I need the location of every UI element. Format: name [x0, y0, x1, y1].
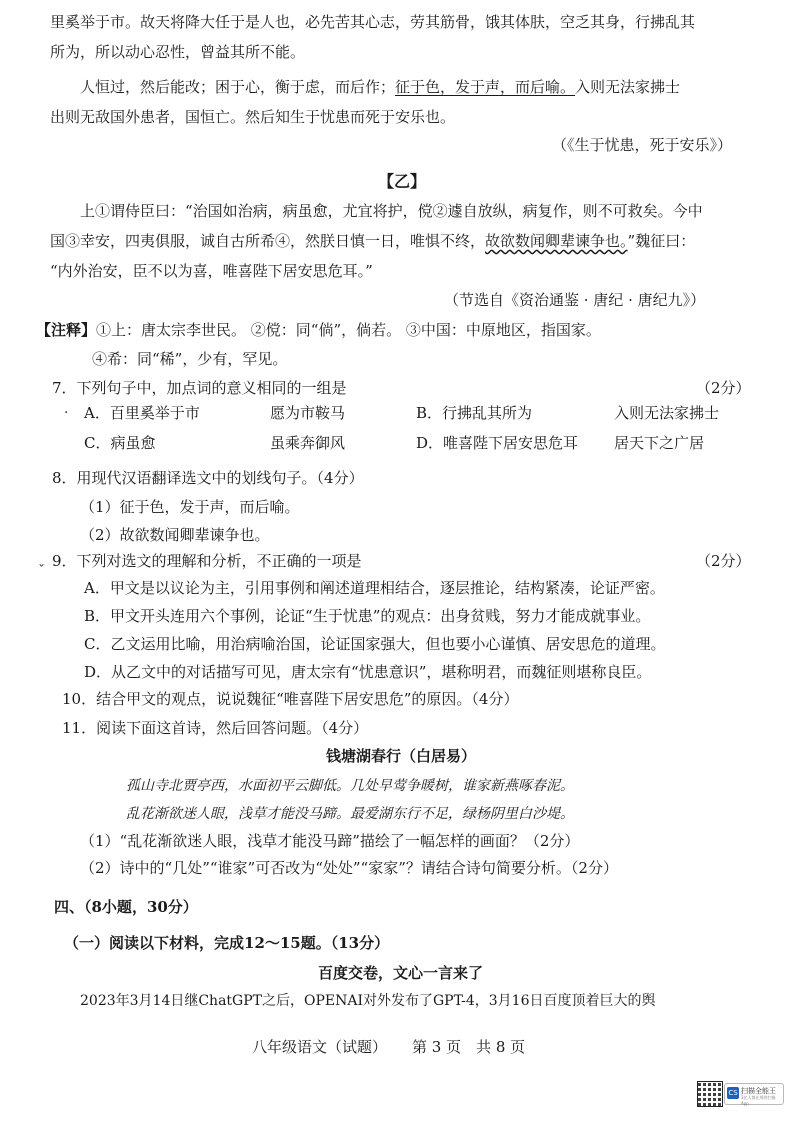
q7-score: （2分）: [696, 379, 751, 397]
q7-option-a2: 愿为市鞍马: [270, 404, 346, 422]
yi-line-3: “内外治安，臣不以为喜，唯喜陛下居安思危耳。”: [50, 262, 373, 280]
jia-line-4: 出则无敌国外患者，国恒亡。然后知生于忧患而死于安乐也。: [50, 108, 456, 126]
section-4-subheading: （一）阅读以下材料，完成12～15题。（13分）: [64, 934, 390, 952]
q9-option-c: C．乙文运用比喻，用治病喻治国，论证国家强大，但也要小心谨慎、居安思危的道理。: [84, 635, 666, 653]
jia-line-1: 里奚举于市。故天将降大任于是人也，必先苦其心志，劳其筋骨，饿其体肤，空乏其身，行拂乱其: [50, 13, 696, 31]
q9-option-a: A．甲文是以议论为主，引用事例和阐述道理相结合，逐层推论，结构紧凑，论证严密。: [84, 579, 665, 597]
q8-sentence-2: （2）故欲数闻卿辈谏争也。: [80, 526, 270, 544]
jia-underlined-sentence: 征于色，发于声，而后喻。: [395, 78, 576, 96]
jia-line-3: [80, 77, 680, 97]
scan-mark: ˯: [38, 551, 45, 567]
poem-line-2: 乱花渐欲迷人眼，浅草才能没马蹄。最爱湖东行不足，绿杨阴里白沙堤。: [126, 806, 574, 822]
q7-option-b1: B．行拂乱其所为: [416, 404, 533, 422]
q9-option-b: B．甲文开头连用六个事例，论证“生于忧患”的观点：出身贫贱，努力才能成就事业。: [84, 607, 651, 625]
footer-page-number: 第 3 页 共 8 页: [412, 1038, 526, 1056]
q7-option-a1: A．百里奚举于市: [84, 404, 200, 422]
section-4-heading: 四、（8小题，30分）: [54, 898, 198, 916]
q9-stem: 9．下列对选文的理解和分析，不正确的一项是: [52, 552, 362, 570]
q7-stem: 7．下列句子中，加点词的意义相同的一组是: [52, 379, 347, 397]
q8-stem: 8．用现代汉语翻译选文中的划线句子。（4分）: [52, 469, 364, 487]
jia-source: （《生于忧患，死于安乐》）: [552, 136, 733, 154]
q7-option-d1: D．唯喜陛下居安思危耳: [416, 434, 579, 452]
q7-option-b2: 入则无法家拂士: [614, 404, 720, 422]
jia-line-2: 所为，所以动心忍性，曾益其所不能。: [50, 43, 306, 61]
q7-option-d2: 居天下之广居: [614, 434, 705, 452]
q7-option-c2: 虽乘奔御风: [270, 434, 346, 452]
jia-line-3-a: 人恒过，然后能改；困于心，衡于虑，而后作；: [80, 78, 396, 96]
q9-option-d: D．从乙文中的对话描写可见，唐太宗有“忧患意识”，堪称明君，而魏征则堪称良臣。: [84, 663, 652, 681]
article-line-1: 2023年3月14日继ChatGPT之后，OPENAI对外发布了GPT-4，3月16日百度顶着巨大的舆: [80, 993, 656, 1009]
jia-line-3-b: 入则无法家拂士: [575, 78, 681, 96]
notes-label: 【注释】: [36, 321, 97, 339]
scanner-logo-icon: CS: [728, 1089, 738, 1097]
yi-underlined-sentence: 故欲数闻卿辈谏争也。: [485, 232, 628, 250]
scanner-watermark: [724, 1083, 784, 1105]
q9-score: （2分）: [696, 552, 751, 570]
footer-subject: 八年级语文（试题）: [252, 1038, 388, 1056]
yi-source: （节选自《资治通鉴 · 唐纪 · 唐纪九》）: [444, 291, 706, 309]
notes-line-2: ④希：同“稀”，少有，罕见。: [92, 350, 288, 368]
poem-line-1: 孤山寺北贾亭西，水面初平云脚低。几处早莺争暖树，谁家新燕啄春泥。: [126, 778, 574, 794]
q11-stem: 11．阅读下面这首诗，然后回答问题。（4分）: [62, 719, 369, 737]
q10-stem: 10．结合甲文的观点，说说魏征“唯喜陛下居安思危”的原因。（4分）: [62, 690, 519, 708]
scan-mark: ·: [64, 405, 69, 421]
yi-line-1: 上①谓侍臣曰：“治国如治病，病虽愈，尤宜将护，傥②遽自放纵，病复作，则不可救矣。今中: [80, 202, 703, 220]
yi-line-2: [50, 231, 695, 251]
yi-line-2-a: 国③幸安，四夷俱服，诚自古所希④，然朕日慎一日，唯惧不终，: [50, 232, 486, 250]
notes-line-1: [36, 320, 601, 340]
q11-sub-2: （2）诗中的“几处”“谁家”可否改为“处处”“家家”？请结合诗句简要分析。（2分）: [80, 859, 618, 877]
q11-sub-1: （1）“乱花渐欲迷人眼，浅草才能没马蹄”描绘了一幅怎样的画面？（2分）: [80, 832, 580, 850]
yi-line-2-b: ”魏征曰：: [627, 232, 696, 250]
qr-code-icon: [697, 1081, 723, 1107]
scanner-subtitle: 3亿人都在用的扫描App: [741, 1095, 776, 1106]
poem-title: 钱塘湖春行（白居易）: [326, 747, 477, 765]
q7-option-c1: C．病虽愈: [84, 434, 156, 452]
notes-text-1: ①上：唐太宗李世民。 ②傥：同“倘”，倘若。 ③中国：中原地区，指国家。: [96, 321, 601, 339]
article-title: 百度交卷，文心一言来了: [318, 964, 484, 982]
scanner-name: 扫描全能王: [741, 1087, 776, 1095]
yi-heading: 【乙】: [378, 172, 427, 191]
q8-sentence-1: （1）征于色，发于声，而后喻。: [80, 498, 300, 516]
